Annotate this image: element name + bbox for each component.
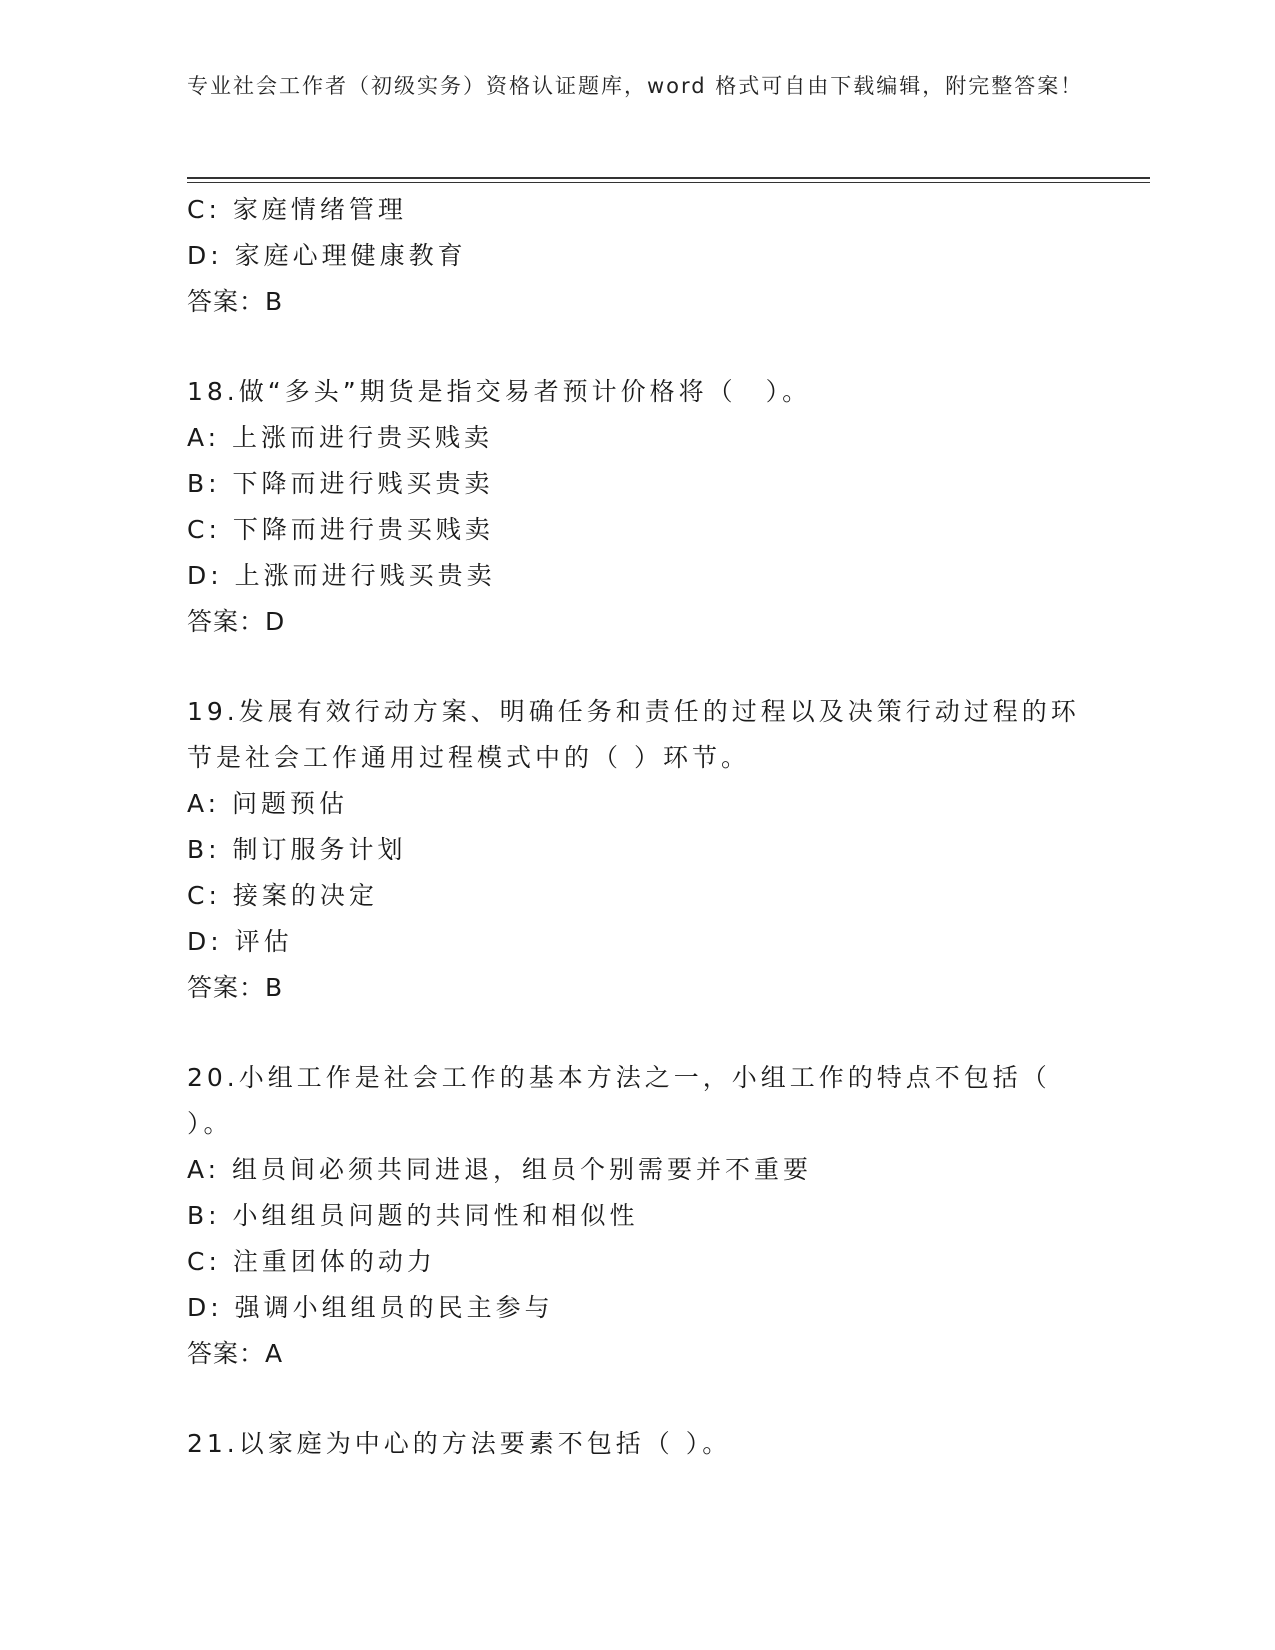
option-d: D: 上涨而进行贱买贵卖	[187, 561, 496, 590]
header-rule-thin	[187, 182, 1150, 183]
question-21	[187, 1421, 1087, 1467]
page-header: 专业社会工作者（初级实务）资格认证题库，word 格式可自由下载编辑，附完整答案！	[187, 74, 1084, 98]
answer-line: 答案：A	[187, 1339, 284, 1368]
spacer	[187, 1377, 1087, 1421]
option-c: C: 注重团体的动力	[187, 1247, 436, 1276]
option-a: A: 组员间必须共同进退，组员个别需要并不重要	[187, 1155, 813, 1184]
answer-line: 答案：D	[187, 607, 286, 636]
answer-line: 答案：B	[187, 973, 284, 1002]
question-stem: 19.发展有效行动方案、明确任务和责任的过程以及决策行动过程的环节是社会工作通用过程模式中的（ ）环节。	[187, 697, 1080, 772]
question-stem: 20.小组工作是社会工作的基本方法之一，小组工作的特点不包括（ ）。	[187, 1063, 1051, 1138]
option-d: D: 强调小组组员的民主参与	[187, 1293, 554, 1322]
question-17-tail	[187, 187, 1087, 325]
spacer	[187, 645, 1087, 689]
question-list	[187, 187, 1087, 1467]
question-19	[187, 689, 1087, 1011]
option-c: C: 接案的决定	[187, 881, 378, 910]
question-stem: 21.以家庭为中心的方法要素不包括（ ）。	[187, 1429, 732, 1458]
option-d: D: 评估	[187, 927, 293, 956]
header-rule-thick	[187, 177, 1150, 179]
spacer	[187, 1011, 1087, 1055]
option-d: D: 家庭心理健康教育	[187, 241, 467, 270]
question-18	[187, 369, 1087, 645]
option-b: B: 下降而进行贱买贵卖	[187, 469, 494, 498]
spacer	[187, 325, 1087, 369]
question-20	[187, 1055, 1087, 1377]
question-stem: 18.做“多头”期货是指交易者预计价格将（ ）。	[187, 377, 812, 406]
option-b: B: 制订服务计划	[187, 835, 407, 864]
option-b: B: 小组组员问题的共同性和相似性	[187, 1201, 639, 1230]
option-c: C: 家庭情绪管理	[187, 195, 407, 224]
option-a: A: 问题预估	[187, 789, 349, 818]
answer-line: 答案：B	[187, 287, 284, 316]
option-a: A: 上涨而进行贵买贱卖	[187, 423, 494, 452]
option-c: C: 下降而进行贵买贱卖	[187, 515, 494, 544]
